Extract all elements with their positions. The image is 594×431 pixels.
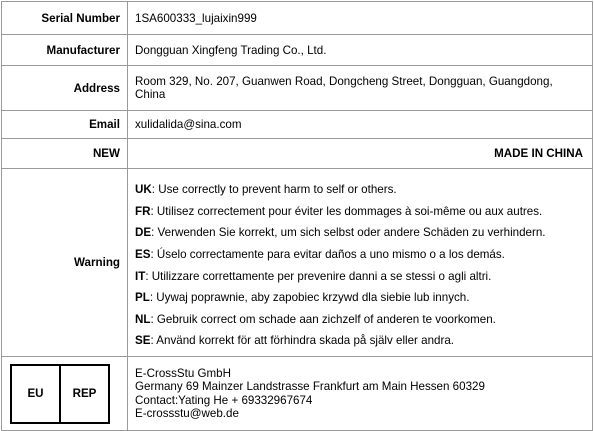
- warning-code: PL: [135, 291, 150, 305]
- manufacturer-label: Manufacturer: [2, 35, 128, 66]
- warning-code: IT: [135, 269, 146, 283]
- serial-number-label: Serial Number: [2, 2, 128, 35]
- warning-line-uk: [135, 179, 586, 201]
- ec-rep-email: E-crossstu@web.de: [135, 406, 239, 420]
- warning-code: SE: [135, 334, 151, 348]
- warning-line-nl: [135, 309, 586, 331]
- email-row: [2, 111, 593, 139]
- ec-rep-company: E-CrossStu GmbH: [135, 366, 231, 380]
- warning-text: : Verwenden Sie korrekt, um sich selbst oder andere Schäden zu verhindern.: [151, 226, 546, 240]
- warning-code: UK: [135, 183, 152, 197]
- warning-text: : Gebruik correct om schade aan zichzelf of anderen te voorkomen.: [150, 312, 496, 326]
- ec-rep-row: [2, 357, 593, 431]
- made-in-china-value: MADE IN CHINA: [128, 139, 593, 169]
- ec-rep-badge-cell: [2, 357, 128, 431]
- ec-rep-lines: [135, 367, 586, 421]
- manufacturer-value: Dongguan Xingfeng Trading Co., Ltd.: [128, 35, 593, 66]
- warning-text: : Utilizzare correttamente per prevenire danni a se stessi o agli altri.: [145, 269, 492, 283]
- ec-rep-details: [128, 357, 593, 431]
- warning-list: [135, 173, 586, 352]
- warning-code: DE: [135, 226, 152, 240]
- email-label: Email: [2, 111, 128, 139]
- ec-rep-address: Germany 69 Mainzer Landstrasse Frankfurt am Main Hessen 60329: [135, 380, 485, 394]
- address-label: Address: [2, 66, 128, 111]
- warning-line-se: [135, 330, 586, 352]
- rep-badge-text: REP: [72, 387, 97, 400]
- eu-rep-badge: [10, 364, 110, 424]
- warning-text: : Úselo correctamente para evitar daños a uno mismo o a los demás.: [150, 247, 505, 261]
- warning-text: : Uywaj poprawnie, aby zapobiec krzywd dla siebie lub innych.: [149, 291, 470, 305]
- address-row: [2, 66, 593, 111]
- warning-code: ES: [135, 247, 151, 261]
- warning-line-pl: [135, 287, 586, 309]
- eu-badge-text: EU: [12, 366, 61, 422]
- warning-text: : Use correctly to prevent harm to self or others.: [151, 183, 397, 197]
- warning-line-it: [135, 266, 586, 288]
- product-info-table: [1, 1, 593, 431]
- warning-line-es: [135, 244, 586, 266]
- warning-text: : Utilisez correctement pour éviter les dommages à soi-même ou aux autres.: [150, 204, 543, 218]
- warning-code: FR: [135, 204, 151, 218]
- warning-text-cell: [128, 169, 593, 357]
- warning-text: : Använd korrekt för att förhindra skada på själv eller andra.: [150, 334, 455, 348]
- serial-number-value: 1SA600333_lujaixin999: [128, 2, 593, 35]
- serial-number-row: [2, 2, 593, 35]
- warning-label: Warning: [2, 169, 128, 357]
- email-value: xulidalida@sina.com: [128, 111, 593, 139]
- ec-rep-contact: Contact:Yating He + 69332967674: [135, 393, 313, 407]
- warning-line-fr: [135, 201, 586, 223]
- manufacturer-row: [2, 35, 593, 66]
- warning-line-de: [135, 222, 586, 244]
- new-row: [2, 139, 593, 169]
- warning-row: [2, 169, 593, 357]
- warning-code: NL: [135, 312, 151, 326]
- address-value: Room 329, No. 207, Guanwen Road, Dongcheng Street, Dongguan, Guangdong, China: [128, 66, 593, 111]
- new-label: NEW: [2, 139, 128, 169]
